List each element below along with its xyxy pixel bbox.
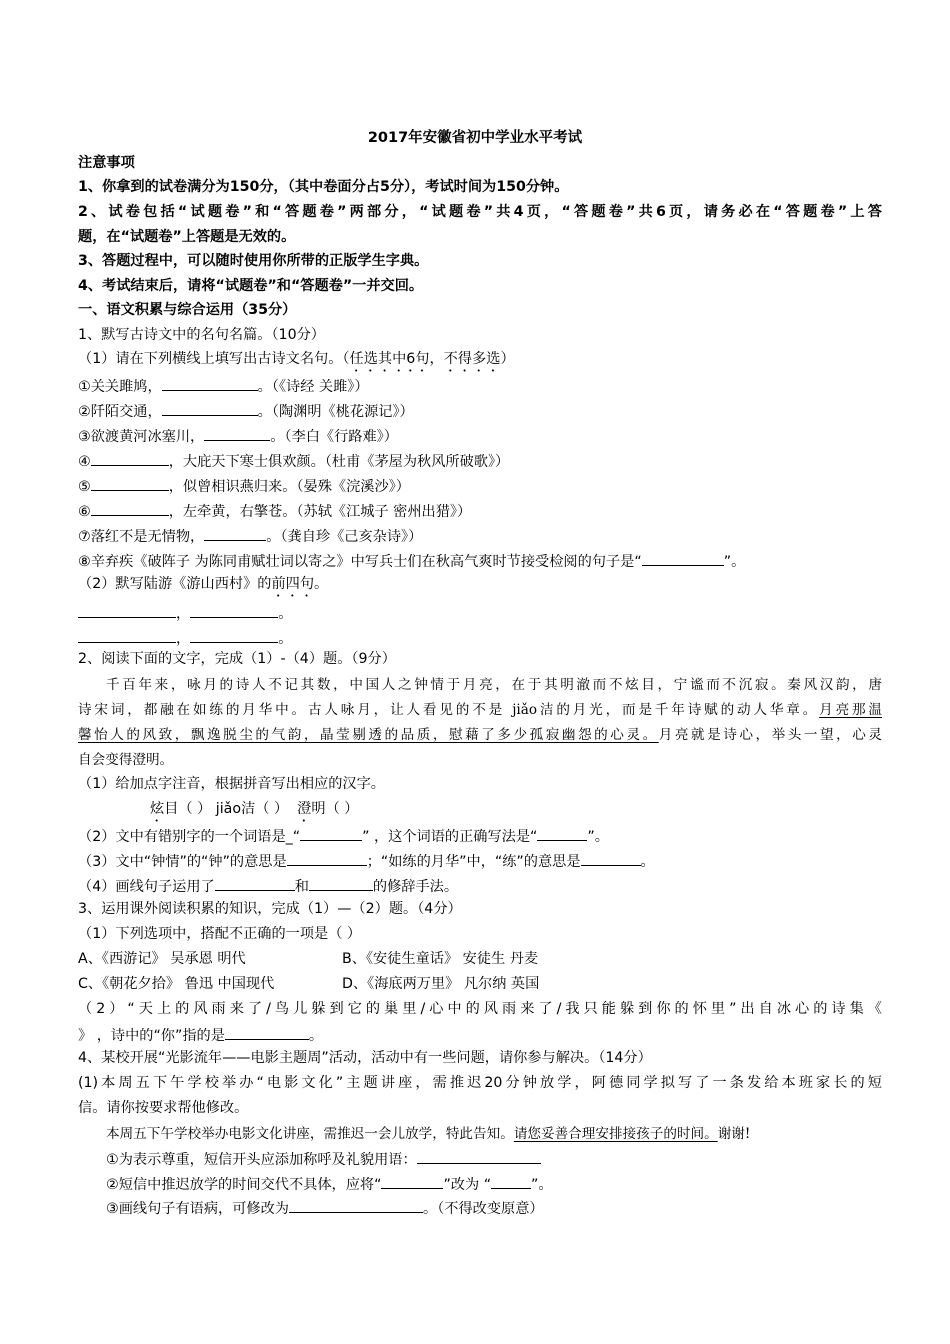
notice-heading: 注意事项 xyxy=(78,155,135,171)
notice-item-3: 3、答题过程中，可以随时使用你所带的正版学生字典。 xyxy=(78,253,429,269)
section-1-heading: 一、语文积累与综合运用（35分） xyxy=(78,302,297,318)
q1-line-8: ⑧辛弃疾《破阵子 为陈同甫赋壮词以寄之》中写兵士们在秋高气爽时节接受检阅的句子是“ ”。 xyxy=(78,550,882,572)
answer-blank[interactable] xyxy=(309,875,373,891)
answer-blank[interactable] xyxy=(162,400,258,416)
q1-line-7: ⑦落红不是无情物， 。（龚自珍《己亥杂诗》） xyxy=(78,525,882,547)
q2-passage-line-4: 自会变得澄明。 xyxy=(78,752,174,768)
q3-option-d: D、《海底两万里》 凡尔纳 英国 xyxy=(342,976,540,992)
notice-item-4: 4、考试结束后，请将“试题卷”和“答题卷”一并交回。 xyxy=(78,278,424,294)
q1-line-5: ⑤ ，似曾相识燕归来。（晏殊《浣溪沙》） xyxy=(78,475,882,497)
answer-blank[interactable] xyxy=(204,425,270,441)
q1-line-6: ⑥ ，左牵黄，右擎苍。（苏轼《江城子 密州出猎》） xyxy=(78,500,882,522)
q3-option-a: A、《西游记》 吴承恩 明代 xyxy=(78,951,246,967)
q3-stem: 3、运用课外阅读积累的知识，完成（1）—（2）题。（4分） xyxy=(78,901,462,917)
q4-item-3: ③画线句子有语病，可修改为 。（不得改变原意） xyxy=(106,1197,882,1219)
q3-option-b: B、《安徒生童话》 安徒生 丹麦 xyxy=(342,951,539,967)
q3-sub2-line-2: 》 ，诗中的“你”指的是 。 xyxy=(78,1024,882,1046)
q4-sub1-line-1: (1)本周五下午学校举办“电影文化”主题讲座，需推迟20分钟放学，阿德同学拟写了一条发给本班家长的短 xyxy=(78,1075,882,1091)
q1-sub1: （1）请在下列横线上填写出古诗文名句。（任选其中6句，不得多选） xyxy=(78,351,515,367)
answer-blank[interactable] xyxy=(91,450,169,466)
answer-blank[interactable] xyxy=(581,850,641,866)
answer-blank[interactable] xyxy=(190,627,278,643)
answer-blank[interactable] xyxy=(190,602,278,618)
q4-message: 本周五下午学校举办电影文化讲座，需推迟一会儿放学，特此告知。请您妥善合理安排接孩子的时间。谢谢! xyxy=(106,1126,751,1142)
q1-line-4: ④ ，大庇天下寒士俱欢颜。（杜甫《茅屋为秋风所破歌》） xyxy=(78,450,882,472)
q1-stem: 1、默写古诗文中的名句名篇。（10分） xyxy=(78,327,325,343)
page-title: 2017年安徽省初中学业水平考试 xyxy=(367,130,583,146)
q2-sub1-items: 炫目（ ） jiǎo洁（ ） 澄明（ ） xyxy=(150,801,359,817)
answer-blank[interactable] xyxy=(91,475,169,491)
answer-blank[interactable] xyxy=(91,500,169,516)
answer-blank[interactable] xyxy=(537,825,587,841)
answer-blank[interactable] xyxy=(417,1148,541,1164)
q2-passage-line-2: 诗宋词，都融在如练的月华中。古人咏月，让人看见的不是 jiǎo洁的月光，而是千年诗赋的动人华章。月亮那温 xyxy=(78,702,883,718)
notice-item-2b: 题，在“试题卷”上答题是无效的。 xyxy=(78,229,296,245)
q1-line-3: ③欲渡黄河冰塞川， 。（李白《行路难》） xyxy=(78,425,882,447)
q2-sub2: （2）文中有错别字的一个词语是_“ ” ，这个词语的正确写法是“ ”。 xyxy=(78,825,882,847)
q3-sub2-line-1: （2）“天上的风雨来了/鸟儿躲到它的巢里/心中的风雨来了/我只能躲到你的怀里”出自冰心的诗集《 xyxy=(78,1001,882,1017)
answer-blank[interactable] xyxy=(381,1173,443,1189)
q4-stem: 4、某校开展“光影流年——电影主题周”活动，活动中有一些问题，请你参与解决。（14分） xyxy=(78,1050,652,1066)
q2-sub1: （1）给加点字注音，根据拼音写出相应的汉字。 xyxy=(78,776,385,792)
answer-blank[interactable] xyxy=(78,602,176,618)
q2-sub3: （3）文中“钟情”的“钟”的意思是 ；“如练的月华”中，“练”的意思是 。 xyxy=(78,850,882,872)
q1-poem-row-2: ， 。 xyxy=(78,627,882,649)
q2-passage-line-3: 馨怡人的风致，飘逸脱尘的气韵，晶莹剔透的品质，慰藉了多少孤寂幽怨的心灵。月亮就是诗心，举头一望，心灵 xyxy=(78,727,883,743)
q2-sub4: （4）画线句子运用了 和 的修辞手法。 xyxy=(78,875,882,897)
answer-blank[interactable] xyxy=(300,825,362,841)
q1-poem-row-1: ， 。 xyxy=(78,602,882,624)
q4-item-1: ①为表示尊重，短信开头应添加称呼及礼貌用语： xyxy=(106,1148,882,1170)
q1-line-1: ①关关雎鸠， 。（《诗经 关雎》） xyxy=(78,375,882,397)
q1-line-2: ②阡陌交通， 。（陶渊明《桃花源记》） xyxy=(78,400,882,422)
q3-option-c: C、《朝花夕拾》 鲁迅 中国现代 xyxy=(78,976,275,992)
q2-stem: 2、阅读下面的文字，完成（1）-（4）题。（9分） xyxy=(78,651,396,667)
notice-item-1: 1、你拿到的试卷满分为150分，（其中卷面分占5分），考试时间为150分钟。 xyxy=(78,179,569,195)
answer-blank[interactable] xyxy=(491,1173,531,1189)
answer-blank[interactable] xyxy=(287,850,367,866)
q2-passage-line-1: 千百年来，咏月的诗人不记其数，中国人之钟情于月亮，在于其明澈而不炫目，宁谧而不沉寂。秦风汉韵，唐 xyxy=(106,677,882,693)
answer-blank[interactable] xyxy=(225,1024,309,1040)
answer-blank[interactable] xyxy=(78,627,176,643)
answer-blank[interactable] xyxy=(642,550,724,566)
q4-item-2: ②短信中推迟放学的时间交代不具体，应将“ ”改为 “ ”。 xyxy=(106,1173,882,1195)
answer-blank[interactable] xyxy=(289,1197,423,1213)
q4-sub1-line-2: 信。请你按要求帮他修改。 xyxy=(78,1100,249,1116)
answer-blank[interactable] xyxy=(204,525,266,541)
q1-sub2: （2）默写陆游《游山西村》的前四句。 xyxy=(78,576,329,592)
q3-sub1: （1）下列选项中，搭配不正确的一项是（ ） xyxy=(78,926,362,942)
answer-blank[interactable] xyxy=(215,875,295,891)
notice-item-2a: 2、试卷包括“试题卷”和“答题卷”两部分，“试题卷”共4页，“答题卷”共6页，请务必在“答题卷”上答 xyxy=(78,204,882,220)
answer-blank[interactable] xyxy=(162,375,258,391)
